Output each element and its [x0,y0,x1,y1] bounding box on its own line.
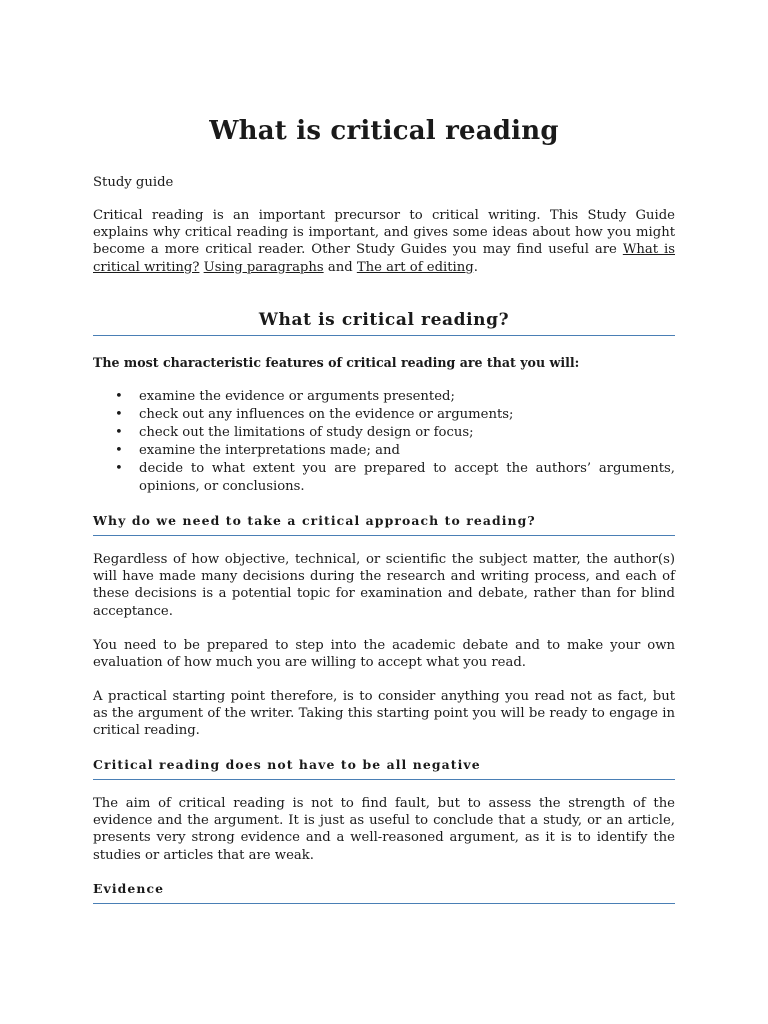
section1-lead: The most characteristic features of critical reading are that you will: [93,355,580,370]
paragraph: A practical starting point therefore, is to consider anything you read not as fact, but as the argument of the writer. Taking this starting point you will be ready to engage in critical reading. [93,689,675,739]
list-item [93,388,675,406]
intro-paragraph [93,207,675,276]
page-title: What is critical reading [209,116,559,146]
paragraph: You need to be prepared to step into the academic debate and to make your own evaluation of how much you are willing to accept what you read. [93,638,675,671]
bullet-icon: • [115,389,123,404]
link-using-paragraphs[interactable]: Using paragraphs [203,259,324,275]
section-heading-why-critical-approach: Why do we need to take a critical approach to reading? [93,513,675,536]
paragraph: Regardless of how objective, technical, or scientific the subject matter, the author(s) will have made many decisions during the research and writing process, and each of these decisions is a potential topic for examination and debate, rather than for blind acceptance. [93,552,675,619]
list-item-text: check out the limitations of study design or focus; [139,425,474,440]
list-item-text: check out any influences on the evidence or arguments; [139,407,514,422]
features-list [93,388,675,496]
bullet-icon: • [115,443,123,458]
bullet-icon: • [115,425,123,440]
intro-end: . [473,259,478,275]
section-heading-not-all-negative: Critical reading does not have to be all negative [93,757,675,780]
intro-text: Critical reading is an important precursor to critical writing. This Study Guide explains why critical reading is important, and gives some ideas about how you might become a more critical reader. Other Study Guides you may find useful are [93,208,675,258]
list-item [93,442,675,460]
list-item-text: examine the evidence or arguments presented; [139,389,455,404]
bullet-icon: • [115,407,123,422]
list-item [93,460,675,496]
list-item-text: examine the interpretations made; and [139,443,400,458]
paragraph: The aim of critical reading is not to find fault, but to assess the strength of the evidence and the argument. It is just as useful to conclude that a study, or an article, presents very strong evidence and a well-reasoned argument, as it is to identify the studies or articles that are weak. [93,796,675,863]
section-heading-evidence: Evidence [93,881,675,904]
subtitle: Study guide [93,175,174,190]
section-heading-what-is-critical-reading: What is critical reading? [93,310,675,336]
link-what-is-critical-writing[interactable]: What is critical writing? [93,242,675,275]
link-art-of-editing[interactable]: The art of editing [356,259,474,275]
intro-and: and [323,259,357,275]
list-item [93,424,675,442]
list-item [93,406,675,424]
list-item-text: decide to what extent you are prepared to accept the authors’ arguments, opinions, or conclusions. [139,461,675,494]
bullet-icon: • [115,461,123,476]
